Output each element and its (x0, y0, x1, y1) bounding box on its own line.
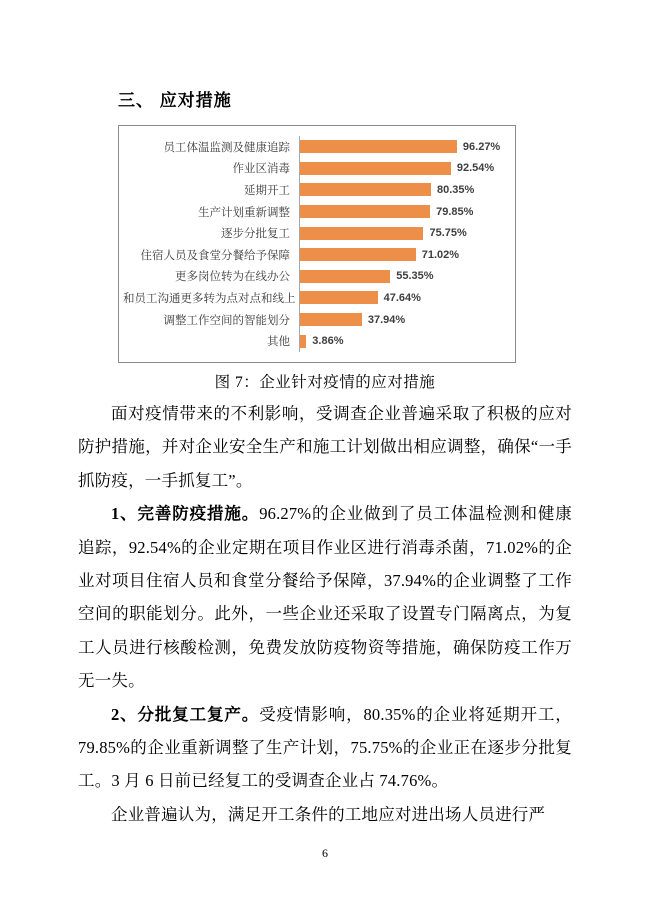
chart-value-label: 37.94% (367, 313, 406, 326)
chart-bar-area (299, 309, 511, 331)
chart-bar (300, 227, 423, 240)
chart-category-label: 员工体温监测及健康追踪 (163, 141, 290, 154)
chart-value-label: 75.75% (429, 227, 467, 240)
chart-row (123, 330, 511, 352)
chart-bar-area (299, 222, 511, 244)
chart-value-label: 92.54% (456, 162, 495, 175)
chart-bar (300, 183, 431, 196)
chart-row (123, 179, 511, 201)
chart-bar (300, 335, 306, 348)
paragraph-measure-1 (78, 497, 572, 697)
paragraph-measure-2 (78, 698, 572, 798)
chart-bar-area (299, 201, 511, 223)
chart-category-label: 调整工作空间的智能划分 (163, 314, 290, 327)
chart-bar (300, 248, 416, 261)
paragraph-continuation (78, 798, 572, 831)
chart-row (123, 244, 511, 266)
response-measures-bar-chart (118, 125, 516, 363)
chart-bar (300, 162, 451, 175)
chart-value-label: 79.85% (436, 205, 474, 218)
chart-bar (300, 313, 362, 326)
chart-row (123, 309, 511, 331)
figure-caption: 图 7：企业针对疫情的应对措施 (214, 374, 436, 391)
chart-bar-area (299, 158, 511, 180)
chart-category-label: 更多岗位转为在线办公 (175, 271, 290, 284)
chart-category-label: 住宿人员及食堂分餐给予保障 (140, 249, 290, 262)
chart-category-label: 和员工沟通更多转为点对点和线上 (123, 292, 296, 305)
paragraph-text: 企业普遍认为，满足开工条件的工地应对进出场人员进行严 (111, 804, 546, 824)
section-heading: 三、 应对措施 (118, 91, 232, 110)
chart-bar-area (299, 179, 511, 201)
chart-bar-area (299, 244, 511, 266)
chart-row (123, 201, 511, 223)
chart-value-label: 3.86% (312, 335, 344, 348)
chart-row (123, 266, 511, 288)
chart-value-label: 96.27% (462, 140, 501, 153)
chart-bar-area (299, 266, 511, 288)
chart-value-label: 71.02% (421, 248, 460, 261)
chart-row (123, 136, 511, 158)
paragraph-lead: 1、完善防疫措施。 (111, 504, 260, 524)
chart-bar-area (299, 330, 511, 352)
chart-bar-area (299, 136, 511, 158)
body-text (78, 397, 572, 831)
page-number: 6 (322, 846, 328, 860)
chart-bar (300, 205, 430, 218)
chart-bar (300, 291, 378, 304)
chart-category-label: 其他 (267, 336, 290, 349)
chart-value-label: 55.35% (396, 270, 434, 283)
chart-category-label: 延期开工 (244, 184, 290, 197)
chart-value-label: 47.64% (383, 291, 421, 304)
chart-value-label: 80.35% (436, 183, 475, 196)
chart-bar (300, 270, 390, 283)
paragraph-text: 96.27%的企业做到了员工体温检测和健康追踪，92.54%的企业定期在项目作业区进行消毒杀菌，71.02%的企业对项目住宿人员和食堂分餐给予保障，37.94%的企业调整了工作空间的职能划分。此外，一些企业还采取了设置专门隔离点，为复工人员进行核酸检测，免费发放防疫物资等措施，确保防疫工作万无一失。 (78, 504, 572, 691)
chart-category-label: 作业区消毒 (232, 163, 290, 176)
paragraph-text: 受疫情影响，80.35%的企业将延期开工，79.85%的企业重新调整了生产计划，75.75%的企业正在逐步分批复工。3 月 6 日前已经复工的受调查企业占 74.76%。 (78, 704, 572, 791)
chart-bar-area (299, 287, 511, 309)
paragraph-text: 面对疫情带来的不利影响，受调查企业普遍采取了积极的应对防护措施，并对企业安全生产和施工计划做出相应调整，确保“一手抓防疫，一手抓复工”。 (78, 404, 572, 490)
paragraph-lead: 2、分批复工复产。 (111, 704, 260, 724)
paragraph-intro (78, 397, 572, 497)
chart-category-label: 生产计划重新调整 (198, 206, 290, 219)
chart-bar (300, 140, 457, 153)
chart-row (123, 222, 511, 244)
chart-category-label: 逐步分批复工 (221, 228, 290, 241)
chart-row (123, 158, 511, 180)
chart-row (123, 287, 511, 309)
